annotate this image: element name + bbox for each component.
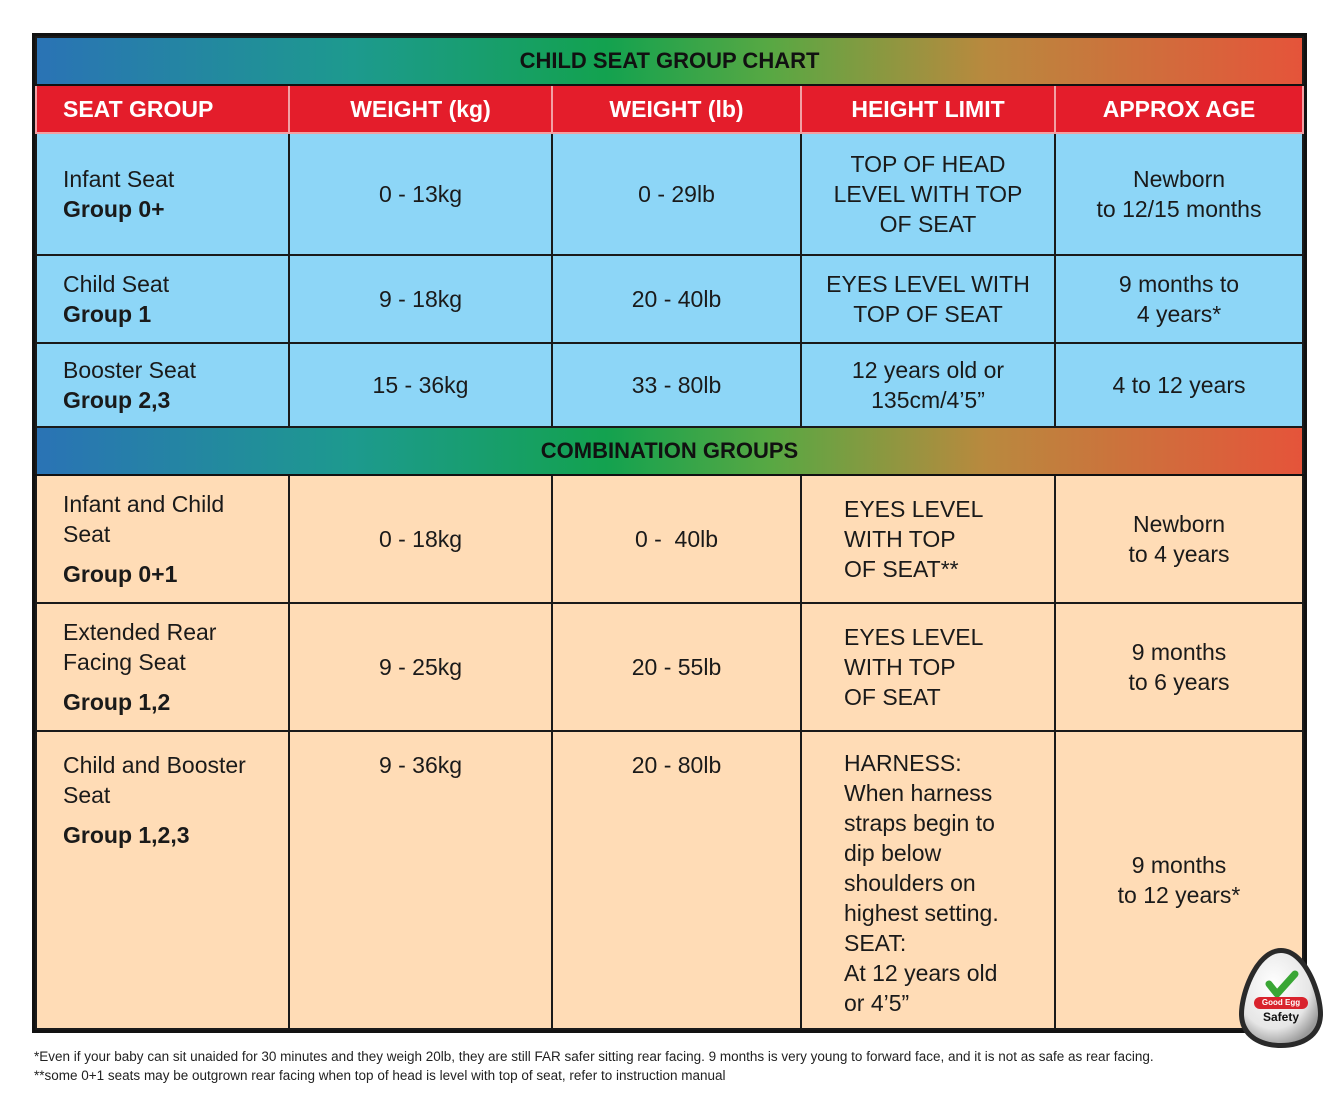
group-label: Group 0+1 <box>63 561 178 587</box>
weight-lb-cell: 0 - 40lb <box>552 475 801 603</box>
approx-age-cell: 9 months to 4 years* <box>1055 255 1303 343</box>
seat-group-chart <box>32 33 1307 1033</box>
height-limit-cell: EYES LEVEL WITH TOP OF SEAT <box>801 603 1055 731</box>
weight-lb-cell: 20 - 55lb <box>552 603 801 731</box>
header-weight-kg: WEIGHT (kg) <box>289 85 552 133</box>
seat-group-cell <box>36 731 289 1029</box>
weight-lb-cell: 0 - 29lb <box>552 133 801 255</box>
seat-name: Child Seat <box>63 271 170 297</box>
group-label: Group 1,2,3 <box>63 822 190 848</box>
approx-age-cell: Newborn to 12/15 months <box>1055 133 1303 255</box>
height-limit-cell: EYES LEVEL WITH TOP OF SEAT** <box>801 475 1055 603</box>
weight-lb-cell: 20 - 80lb <box>552 731 801 1029</box>
table-row <box>36 603 1303 731</box>
height-limit-cell: TOP OF HEAD LEVEL WITH TOP OF SEAT <box>801 133 1055 255</box>
table-row <box>36 475 1303 603</box>
weight-kg-cell: 15 - 36kg <box>289 343 552 427</box>
table-row <box>36 133 1303 255</box>
group-label: Group 1 <box>63 301 152 327</box>
height-limit-cell: 12 years old or 135cm/4’5” <box>801 343 1055 427</box>
seat-name: Booster Seat <box>63 357 196 383</box>
weight-kg-cell: 9 - 18kg <box>289 255 552 343</box>
seat-group-cell <box>36 603 289 731</box>
table-row <box>36 731 1303 1029</box>
group-label: Group 1,2 <box>63 689 171 715</box>
approx-age-cell: 9 months to 12 years* <box>1055 731 1303 1029</box>
footnote-outgrown: **some 0+1 seats may be outgrown rear facing when top of head is level with top of seat, refer to instruction manual <box>34 1068 726 1083</box>
seat-name: Infant Seat <box>63 166 175 192</box>
seat-group-cell <box>36 133 289 255</box>
table-row <box>36 343 1303 427</box>
seat-group-cell <box>36 343 289 427</box>
footnote-rear-facing: *Even if your baby can sit unaided for 30 minutes and they weigh 20lb, they are still FAR safer sitting rear facing. 9 months is very young to forward face, and it is not as safe as rear facing. <box>34 1049 1154 1064</box>
group-label: Group 2,3 <box>63 387 171 413</box>
weight-kg-cell: 0 - 13kg <box>289 133 552 255</box>
combination-groups-title: COMBINATION GROUPS <box>36 427 1303 475</box>
header-seat-group: SEAT GROUP <box>36 85 289 133</box>
seat-group-cell <box>36 475 289 603</box>
approx-age-cell: 4 to 12 years <box>1055 343 1303 427</box>
height-limit-cell: HARNESS: When harness straps begin to dip below shoulders on highest setting. SEAT: At 12 years old or 4’5” <box>801 731 1055 1029</box>
table-row <box>36 255 1303 343</box>
weight-lb-cell: 33 - 80lb <box>552 343 801 427</box>
chart-title: CHILD SEAT GROUP CHART <box>36 37 1303 85</box>
good-egg-safety-logo <box>1237 944 1325 1052</box>
seat-name: Extended Rear Facing Seat <box>63 619 217 675</box>
header-height-limit: HEIGHT LIMIT <box>801 85 1055 133</box>
approx-age-cell: Newborn to 4 years <box>1055 475 1303 603</box>
height-limit-cell: EYES LEVEL WITH TOP OF SEAT <box>801 255 1055 343</box>
seat-group-table <box>35 36 1304 1030</box>
logo-text-safety: Safety <box>1262 1010 1300 1024</box>
seat-name: Infant and Child Seat <box>63 491 225 547</box>
group-label: Group 0+ <box>63 196 165 222</box>
weight-lb-cell: 20 - 40lb <box>552 255 801 343</box>
weight-kg-cell: 9 - 36kg <box>289 731 552 1029</box>
seat-name: Child and Booster Seat <box>63 752 246 808</box>
header-approx-age: APPROX AGE <box>1055 85 1303 133</box>
column-header-row <box>36 85 1303 133</box>
approx-age-cell: 9 months to 6 years <box>1055 603 1303 731</box>
seat-group-cell <box>36 255 289 343</box>
header-weight-lb: WEIGHT (lb) <box>552 85 801 133</box>
weight-kg-cell: 0 - 18kg <box>289 475 552 603</box>
logo-text-good-egg: Good Egg <box>1261 998 1301 1007</box>
weight-kg-cell: 9 - 25kg <box>289 603 552 731</box>
